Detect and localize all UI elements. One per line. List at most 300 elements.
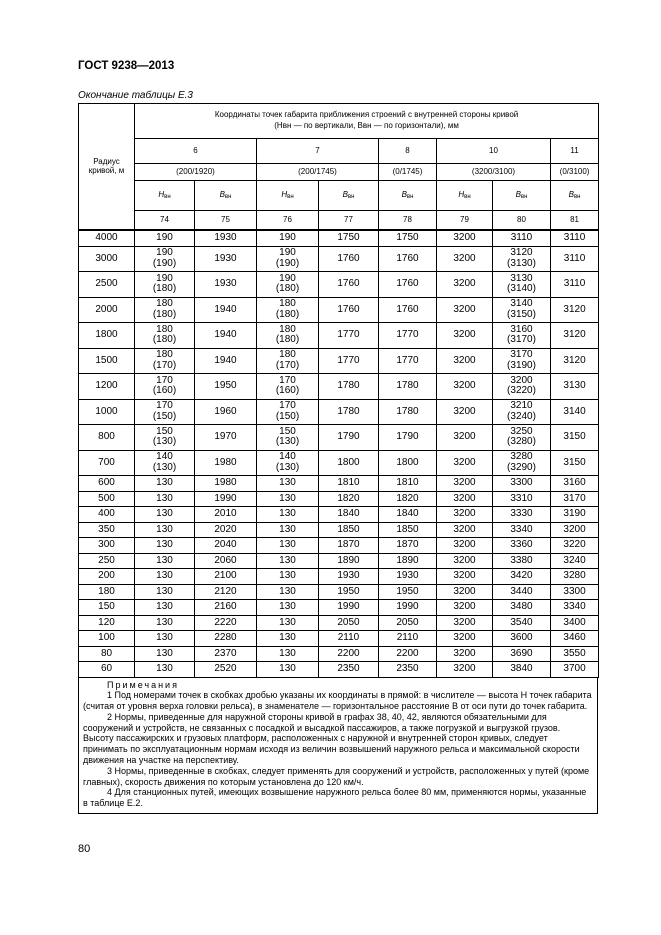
table-container [78, 103, 598, 814]
value-cell-79 [437, 662, 493, 678]
point-number: 7 [257, 139, 379, 164]
radius-cell [79, 553, 135, 569]
radius-cell [79, 230, 135, 246]
value-cell-76 [257, 272, 319, 298]
value-cell-76 [257, 646, 319, 662]
cell-value: 3200 [453, 554, 476, 566]
value-cell-74 [135, 374, 195, 400]
cell-value: 3310 [510, 492, 533, 504]
column-number: 77 [319, 211, 379, 231]
value-cell-78 [379, 476, 437, 492]
table-row [79, 569, 599, 585]
column-number: 81 [551, 211, 599, 231]
cell-value-bracket: (3190) [507, 359, 536, 371]
table-row [79, 399, 599, 425]
cell-value: 3200 [453, 354, 476, 366]
value-cell-76 [257, 476, 319, 492]
value-cell-80 [493, 323, 551, 349]
value-cell-80 [493, 662, 551, 678]
cell-value: 1780 [396, 405, 419, 417]
table-row [79, 600, 599, 616]
cell-value: 3210 [510, 400, 533, 412]
radius-cell [79, 297, 135, 323]
symbol-subscript: вн [347, 193, 355, 200]
value-cell-76 [257, 615, 319, 631]
value-cell-78 [379, 399, 437, 425]
symbol-letter: H [158, 189, 165, 199]
value-cell-80 [493, 507, 551, 523]
radius-cell [79, 646, 135, 662]
symbol-letter: H [458, 189, 465, 199]
symbol-subscript: вн [520, 193, 528, 200]
value-cell-79 [437, 553, 493, 569]
symbol-subscript: вн [164, 193, 171, 200]
cell-value: 400 [98, 508, 115, 519]
cell-value-bracket: (160) [275, 385, 300, 397]
cell-value: 1800 [337, 456, 360, 468]
cell-value: 2160 [214, 601, 237, 612]
value-cell-76 [257, 522, 319, 538]
cell-value: 3200 [510, 374, 533, 386]
value-cell-74 [135, 491, 195, 507]
cell-value: 180 [279, 323, 296, 335]
cell-value: 1810 [396, 477, 419, 488]
cell-value: 3200 [453, 585, 476, 597]
cell-value: 3160 [563, 477, 586, 488]
value-cell-78 [379, 374, 437, 400]
value-cell-81 [551, 646, 599, 662]
cell-value: 1770 [396, 354, 419, 366]
value-cell-77 [319, 246, 379, 272]
cell-value-bracket: (180) [275, 308, 300, 320]
value-cell-80 [493, 272, 551, 298]
value-cell-77 [319, 323, 379, 349]
value-cell-76 [257, 450, 319, 476]
cell-value: 180 [156, 349, 173, 361]
cell-value: 3120 [510, 247, 533, 259]
cell-value: 3200 [453, 523, 476, 535]
cell-value: 1820 [337, 492, 360, 504]
value-cell-77 [319, 615, 379, 631]
value-cell-74 [135, 246, 195, 272]
cell-value: 3330 [510, 508, 533, 519]
cell-value: 3190 [563, 508, 586, 519]
symbol-subscript: вн [464, 193, 471, 200]
cell-value: 180 [156, 298, 173, 310]
cell-value: 3690 [510, 647, 533, 659]
cell-value: 1790 [337, 431, 360, 442]
cell-value: 130 [156, 663, 173, 674]
value-cell-81 [551, 662, 599, 678]
cell-value: 130 [279, 647, 296, 659]
value-cell-75 [195, 538, 257, 554]
value-cell-75 [195, 522, 257, 538]
cell-value: 1950 [337, 585, 360, 597]
value-cell-74 [135, 569, 195, 585]
value-cell-76 [257, 399, 319, 425]
cell-value: 130 [279, 508, 296, 519]
value-cell-80 [493, 476, 551, 492]
cell-value: 3280 [563, 570, 586, 581]
value-cell-81 [551, 374, 599, 400]
value-cell-75 [195, 272, 257, 298]
table-row [79, 476, 599, 492]
cell-value: 130 [156, 616, 173, 628]
value-cell-78 [379, 297, 437, 323]
value-cell-81 [551, 230, 599, 246]
cell-value: 150 [98, 601, 115, 612]
value-cell-78 [379, 538, 437, 554]
coords-title [135, 104, 599, 139]
value-cell-75 [195, 553, 257, 569]
value-cell-81 [551, 631, 599, 647]
cell-value: 3170 [510, 349, 533, 361]
cell-value: 3380 [510, 554, 533, 566]
cell-value: 2050 [337, 616, 360, 628]
value-cell-79 [437, 323, 493, 349]
value-cell-77 [319, 538, 379, 554]
standard-header: ГОСТ 9238—2013 [78, 60, 175, 72]
value-cell-74 [135, 323, 195, 349]
value-cell-77 [319, 569, 379, 585]
value-cell-76 [257, 569, 319, 585]
cell-value: 130 [156, 539, 173, 550]
value-cell-78 [379, 662, 437, 678]
value-cell-80 [493, 569, 551, 585]
value-cell-78 [379, 425, 437, 451]
value-cell-77 [319, 348, 379, 374]
cell-value: 2100 [214, 570, 237, 581]
cell-value: 1930 [396, 570, 419, 581]
cell-value: 2370 [214, 647, 237, 659]
column-number: 78 [379, 211, 437, 231]
cell-value: 1770 [337, 354, 360, 366]
cell-value: 180 [156, 323, 173, 335]
cell-value: 3110 [563, 252, 586, 264]
cell-value: 3200 [453, 477, 476, 488]
cell-value-bracket: (180) [152, 334, 177, 346]
note-3: 3 Нормы, приведенные в скобках, следует применять для сооружений и устройств, расположенных у путей (кроме главных), скорость движения по которым установлена до 120 км/ч. [83, 765, 590, 787]
column-number-row [79, 211, 599, 231]
radius-cell [79, 374, 135, 400]
value-cell-80 [493, 297, 551, 323]
value-cell-74 [135, 348, 195, 374]
value-cell-81 [551, 507, 599, 523]
value-cell-76 [257, 507, 319, 523]
symbol-cell [135, 181, 195, 211]
cell-value: 4000 [95, 232, 118, 243]
cell-value: 130 [156, 508, 173, 519]
cell-value: 3130 [510, 272, 533, 284]
cell-value: 170 [156, 374, 173, 386]
cell-value: 3200 [453, 616, 476, 628]
value-cell-75 [195, 323, 257, 349]
cell-value: 3540 [510, 616, 533, 628]
value-cell-81 [551, 615, 599, 631]
value-cell-77 [319, 584, 379, 600]
value-cell-75 [195, 230, 257, 246]
cell-value: 2520 [214, 663, 237, 674]
table-row [79, 374, 599, 400]
value-cell-74 [135, 538, 195, 554]
cell-value-bracket: (130) [152, 436, 177, 448]
note-2: 2 Нормы, приведенные для наружной стороны кривой в графах 38, 40, 42, являются обязательными для сооружений и устройств, не связанных с посадкой и высадкой пассажиров, а также погрузкой и выгрузкой грузов. Высоту пассажирских и грузовых платформ, расположенных с наружной и внутренней сторон кривых, следует принимать по эксплуатационным нормам исходя из величин возвышений наружного рельса и максимальной скорости движения на участке на перспективу. [83, 711, 580, 766]
value-cell-76 [257, 230, 319, 246]
cell-value: 3550 [563, 647, 586, 659]
value-cell-74 [135, 553, 195, 569]
value-cell-75 [195, 374, 257, 400]
table-row [79, 631, 599, 647]
cell-value: 2500 [95, 278, 118, 289]
table-row [79, 297, 599, 323]
cell-value: 1780 [396, 380, 419, 391]
cell-value: 3420 [510, 570, 533, 581]
cell-value: 130 [279, 539, 296, 550]
cell-value: 2200 [337, 647, 360, 659]
value-cell-74 [135, 399, 195, 425]
cell-value: 2040 [214, 539, 237, 550]
cell-value: 150 [279, 425, 296, 437]
value-cell-76 [257, 553, 319, 569]
cell-value: 130 [279, 585, 296, 597]
cell-value: 3200 [453, 278, 476, 289]
cell-value: 250 [98, 554, 115, 566]
cell-value-bracket: (180) [152, 308, 177, 320]
cell-value: 3240 [563, 554, 586, 566]
value-cell-77 [319, 272, 379, 298]
page-number: 80 [78, 843, 91, 855]
radius-cell [79, 507, 135, 523]
symbol-row [79, 181, 599, 211]
point-number: 8 [379, 139, 437, 164]
value-cell-79 [437, 297, 493, 323]
cell-value-bracket: (3170) [507, 334, 536, 346]
cell-value-bracket: (190) [275, 257, 300, 269]
cell-value: 1770 [337, 329, 360, 340]
value-cell-80 [493, 450, 551, 476]
cell-value: 1850 [337, 523, 360, 535]
value-cell-81 [551, 272, 599, 298]
value-cell-77 [319, 553, 379, 569]
cell-value: 2000 [95, 303, 118, 315]
cell-value: 1840 [396, 508, 419, 519]
cell-value-bracket: (170) [275, 359, 300, 371]
cell-value: 3340 [510, 523, 533, 535]
cell-value: 350 [98, 523, 115, 535]
value-cell-76 [257, 631, 319, 647]
cell-value-bracket: (180) [152, 283, 177, 295]
cell-value: 3200 [453, 647, 476, 659]
cell-value: 60 [100, 663, 113, 674]
symbol-cell [319, 181, 379, 211]
value-cell-78 [379, 584, 437, 600]
cell-value-bracket: (3290) [507, 461, 536, 473]
value-cell-77 [319, 491, 379, 507]
value-cell-80 [493, 425, 551, 451]
value-cell-81 [551, 553, 599, 569]
cell-value: 3460 [563, 632, 586, 643]
value-cell-75 [195, 646, 257, 662]
value-cell-74 [135, 272, 195, 298]
value-cell-81 [551, 297, 599, 323]
cell-value: 3120 [563, 354, 586, 366]
value-cell-76 [257, 374, 319, 400]
value-cell-78 [379, 272, 437, 298]
cell-value-bracket: (3280) [507, 436, 536, 448]
value-cell-80 [493, 584, 551, 600]
radius-header-line2: кривой, м [88, 165, 125, 175]
radius-cell [79, 425, 135, 451]
value-cell-78 [379, 600, 437, 616]
cell-value: 3220 [563, 539, 586, 550]
radius-cell [79, 662, 135, 678]
cell-value: 1980 [214, 456, 237, 468]
cell-value: 1940 [214, 329, 237, 340]
cell-value: 200 [98, 570, 115, 581]
cell-value: 130 [279, 616, 296, 628]
cell-value: 1940 [214, 354, 237, 366]
value-cell-78 [379, 323, 437, 349]
point-number: 11 [551, 139, 599, 164]
radius-cell [79, 584, 135, 600]
cell-value: 3300 [510, 477, 533, 488]
cell-value: 3840 [510, 663, 533, 674]
cell-value: 1990 [337, 601, 360, 612]
value-cell-79 [437, 631, 493, 647]
cell-value: 2350 [337, 663, 360, 674]
cell-value: 3200 [453, 232, 476, 243]
cell-value: 1750 [337, 232, 360, 243]
value-cell-81 [551, 491, 599, 507]
cell-value: 190 [156, 232, 173, 243]
radius-cell [79, 491, 135, 507]
cell-value: 3150 [563, 456, 586, 468]
value-cell-74 [135, 584, 195, 600]
cell-value: 3150 [563, 431, 586, 442]
radius-cell [79, 538, 135, 554]
cell-value: 3250 [510, 425, 533, 437]
cell-value: 3200 [453, 570, 476, 581]
value-cell-79 [437, 246, 493, 272]
cell-value-bracket: (190) [152, 257, 177, 269]
value-cell-76 [257, 538, 319, 554]
value-cell-74 [135, 615, 195, 631]
symbol-subscript: вн [224, 193, 232, 200]
cell-value: 3130 [563, 380, 586, 391]
value-cell-80 [493, 491, 551, 507]
symbol-cell [257, 181, 319, 211]
cell-value: 3110 [563, 278, 586, 289]
coords-title-line1: Координаты точек габарита приближения строений с внутренней стороны кривой [214, 110, 519, 120]
value-cell-81 [551, 584, 599, 600]
value-cell-80 [493, 399, 551, 425]
value-cell-77 [319, 399, 379, 425]
cell-value: 3200 [453, 405, 476, 417]
value-cell-81 [551, 425, 599, 451]
cell-value: 190 [279, 247, 296, 259]
cell-value: 1990 [396, 601, 419, 612]
value-cell-77 [319, 425, 379, 451]
value-cell-79 [437, 476, 493, 492]
cell-value: 1770 [396, 329, 419, 340]
symbol-subscript: вн [287, 193, 294, 200]
point-coords: (200/1920) [135, 164, 257, 181]
radius-cell [79, 246, 135, 272]
value-cell-74 [135, 522, 195, 538]
radius-header [79, 104, 135, 231]
cell-value: 2120 [214, 585, 237, 597]
cell-value: 100 [98, 632, 115, 643]
table-caption: Окончание таблицы Е.3 [78, 90, 193, 101]
cell-value: 130 [279, 663, 296, 674]
cell-value: 130 [279, 492, 296, 504]
value-cell-81 [551, 246, 599, 272]
radius-header-line1: Радиус [93, 157, 120, 167]
cell-value: 1990 [214, 492, 237, 504]
cell-value: 1870 [396, 539, 419, 550]
cell-value: 1780 [337, 380, 360, 391]
value-cell-79 [437, 584, 493, 600]
cell-value: 130 [156, 523, 173, 535]
value-cell-78 [379, 569, 437, 585]
column-number: 76 [257, 211, 319, 231]
radius-cell [79, 348, 135, 374]
cell-value: 170 [279, 374, 296, 386]
column-number: 74 [135, 211, 195, 231]
table-row [79, 662, 599, 678]
cell-value: 140 [279, 451, 296, 463]
cell-value: 2350 [396, 663, 419, 674]
cell-value: 1840 [337, 508, 360, 519]
cell-value: 1930 [214, 252, 237, 264]
radius-cell [79, 476, 135, 492]
value-cell-75 [195, 662, 257, 678]
radius-cell [79, 272, 135, 298]
value-cell-80 [493, 615, 551, 631]
value-cell-78 [379, 507, 437, 523]
cell-value: 1950 [214, 380, 237, 391]
cell-value: 190 [156, 272, 173, 284]
cell-value: 2220 [214, 616, 237, 628]
value-cell-80 [493, 522, 551, 538]
cell-value: 3170 [563, 492, 586, 504]
value-cell-80 [493, 246, 551, 272]
value-cell-76 [257, 246, 319, 272]
value-cell-75 [195, 246, 257, 272]
cell-value: 3480 [510, 601, 533, 612]
value-cell-79 [437, 538, 493, 554]
cell-value: 3140 [563, 405, 586, 417]
cell-value: 3340 [563, 601, 586, 612]
cell-value: 130 [279, 477, 296, 488]
cell-value: 190 [279, 232, 296, 243]
table-row [79, 230, 599, 246]
value-cell-78 [379, 348, 437, 374]
cell-value: 1760 [337, 252, 360, 264]
value-cell-74 [135, 297, 195, 323]
cell-value: 700 [98, 456, 115, 468]
radius-cell [79, 323, 135, 349]
value-cell-79 [437, 272, 493, 298]
value-cell-76 [257, 425, 319, 451]
cell-value: 3110 [510, 232, 533, 243]
radius-cell [79, 615, 135, 631]
value-cell-77 [319, 522, 379, 538]
cell-value: 1930 [214, 232, 237, 243]
cell-value: 3110 [563, 232, 586, 243]
value-cell-79 [437, 522, 493, 538]
value-cell-78 [379, 522, 437, 538]
